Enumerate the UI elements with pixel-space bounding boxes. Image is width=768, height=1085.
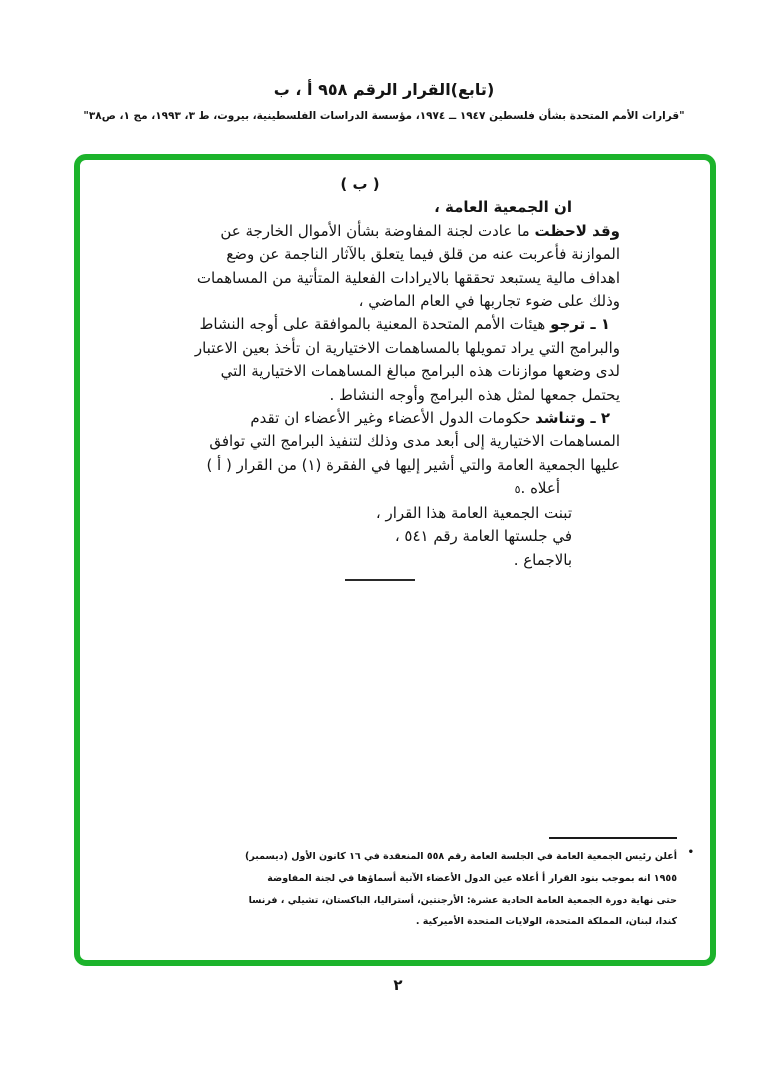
adoption-line: في جلستها العامة رقم ٥٤١ ، [394, 527, 572, 546]
page-title: (تابع)القرار الرقم ٩٥٨ أ ، ب [273, 80, 495, 99]
footnote-ref-icon: ٥ [514, 483, 521, 497]
page-number: ٢ [393, 976, 403, 994]
citation-line: "قرارات الأمم المتحدة بشأن فلسطين ١٩٤٧ ــ ١٩٧٤، مؤسسة الدراسات الفلسطينية، بيروت، ط ٣، ١٩٩٣، مج ١، ص٣٨" [83, 110, 685, 122]
text-line: أعلاه .٥ [514, 479, 560, 498]
text-line: اهداف مالية يستبعد تحققها بالايرادات الفعلية المتأتية من المساهمات [196, 268, 620, 287]
footnote [245, 846, 677, 933]
text-line: ان الجمعية العامة ، [434, 198, 572, 217]
footnote-line: حتى نهاية دورة الجمعية العامة الحادية عشرة: الأرجنتين، أستراليا، الباكستان، تشيلي ، فرنسا [248, 894, 677, 906]
text-line: والبرامج التي يراد تمويلها بالمساهمات الاختيارية ان تأخذ بعين الاعتبار [194, 338, 620, 357]
text-line: وقد لاحظت ما عادت لجنة المفاوضة بشأن الأموال الخارجة عن [220, 221, 620, 240]
adoption-line: تبنت الجمعية العامة هذا القرار ، [375, 503, 572, 522]
footnote-line: أعلن رئيس الجمعية العامة في الجلسة العامة رقم ٥٥٨ المنعقدة في ١٦ كانون الأول (ديسمبر) [245, 851, 677, 862]
content-frame [74, 154, 716, 966]
text-line: المساهمات الاختيارية إلى أبعد مدى وذلك لتنفيذ البرامج التي توافق [209, 432, 620, 451]
footnote-line: كندا، لبنان، المملكة المتحدة، الولايات المتحدة الأميركية . [415, 916, 677, 928]
text-line: ٢ ـ وتناشد حكومات الدول الأعضاء وغير الأعضاء ان تقدم [250, 409, 610, 428]
footnote-asterisk-icon: • [687, 847, 694, 858]
text-line: ١ ـ ترجو هيئات الأمم المتحدة المعنية بالموافقة على أوجه النشاط [199, 315, 610, 334]
text-line: عليها الجمعية العامة والتي أشير إليها في الفقرة (١) من القرار ( أ ) [206, 455, 620, 474]
footnote-divider [549, 837, 677, 839]
text-line: الموازنة فأعربت عنه من قلق فيما يتعلق بالآثار الناجمة عن وضع [226, 245, 620, 264]
text-line: يحتمل جمعها لمثل هذه البرامج وأوجه النشاط . [329, 385, 620, 404]
text-line: وذلك على ضوء تجاربها في العام الماضي ، [358, 292, 620, 311]
section-heading: ( ب ) [340, 175, 380, 193]
closing-divider [345, 579, 415, 581]
resolution-text [100, 173, 620, 581]
text-line: لدى وضعها موازنات هذه البرامج مبالغ المساهمات الاختيارية التي [220, 362, 620, 381]
footnote-line: ١٩٥٥ انه بموجب بنود القرار أ أعلاه عين الدول الأعضاء الآتية أسماؤها في لجنة المفاوضة [267, 872, 677, 884]
adoption-line: بالاجماع . [513, 550, 572, 569]
